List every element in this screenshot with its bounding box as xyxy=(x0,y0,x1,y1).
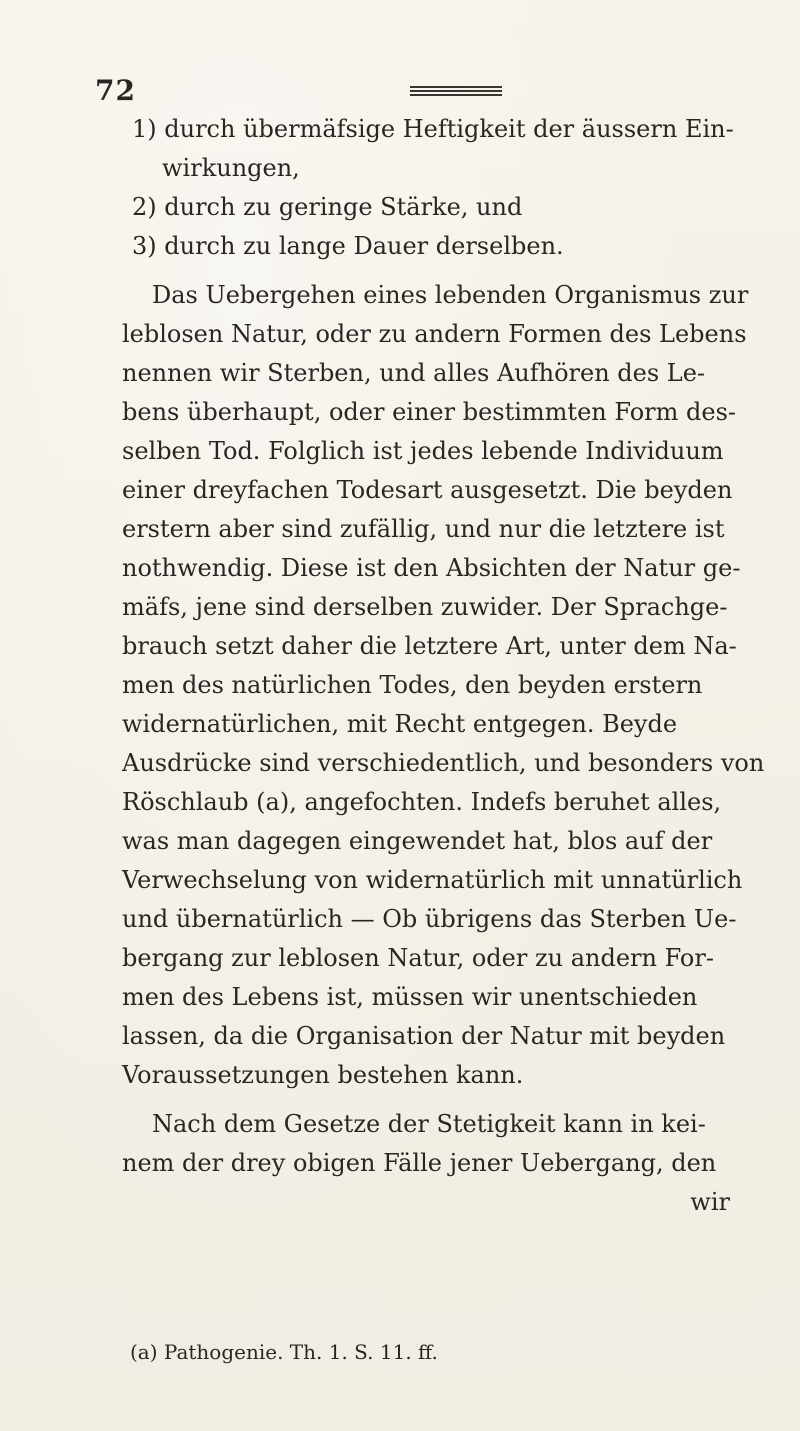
paragraph-line: men des Lebens ist, müssen wir unentschieden xyxy=(122,983,698,1011)
paragraph-line: Voraussetzungen bestehen kann. xyxy=(122,1061,524,1089)
list-item-2: 2) durch zu geringe Stärke, und xyxy=(132,193,523,221)
header-rule xyxy=(410,86,502,96)
catchword: wir xyxy=(690,1188,730,1216)
paragraph-line: brauch setzt daher die letztere Art, unter dem Na- xyxy=(122,632,737,660)
paragraph-line: einer dreyfachen Todesart ausgesetzt. Die beyden xyxy=(122,476,733,504)
paragraph-line: bens überhaupt, oder einer bestimmten Form des- xyxy=(122,398,737,426)
paragraph-line: widernatürlichen, mit Recht entgegen. Beyde xyxy=(122,710,678,738)
paragraph-line: mäfs, jene sind derselben zuwider. Der Sprachge- xyxy=(122,593,728,621)
paragraph-line: selben Tod. Folglich ist jedes lebende Individuum xyxy=(122,437,724,465)
paragraph-2 xyxy=(122,1105,732,1222)
list-item-1-continuation: wirkungen, xyxy=(162,154,300,182)
paragraph-line: erstern aber sind zufällig, und nur die letztere ist xyxy=(122,515,725,543)
list-item-3: 3) durch zu lange Dauer derselben. xyxy=(132,232,564,260)
paragraph-line: Ausdrücke sind verschiedentlich, und besonders von xyxy=(122,749,765,777)
page-number: 72 xyxy=(95,74,136,107)
paragraph-line: Röschlaub (a), angefochten. Indefs beruhet alles, xyxy=(122,788,722,816)
paragraph-line: Das Uebergehen eines lebenden Organismus zur xyxy=(152,281,749,309)
paragraph-line: nennen wir Sterben, und alles Aufhören des Le- xyxy=(122,359,706,387)
paragraph-line: und übernatürlich — Ob übrigens das Sterben Ue- xyxy=(122,905,737,933)
paragraph-line: Verwechselung von widernatürlich mit unnatürlich xyxy=(122,866,743,894)
paragraph-line: nem der drey obigen Fälle jener Uebergang, den xyxy=(122,1149,717,1177)
paragraph-line: lassen, da die Organisation der Natur mit beyden xyxy=(122,1022,726,1050)
footnote: (a) Pathogenie. Th. 1. S. 11. ff. xyxy=(130,1340,438,1364)
paragraph-line: bergang zur leblosen Natur, oder zu andern For- xyxy=(122,944,714,972)
paragraph-1 xyxy=(122,276,765,1095)
paragraph-line: leblosen Natur, oder zu andern Formen des Lebens xyxy=(122,320,747,348)
paragraph-line: Nach dem Gesetze der Stetigkeit kann in kei- xyxy=(152,1110,706,1138)
paragraph-line: men des natürlichen Todes, den beyden erstern xyxy=(122,671,703,699)
body-text xyxy=(122,110,765,1222)
paragraph-line: nothwendig. Diese ist den Absichten der Natur ge- xyxy=(122,554,741,582)
numbered-list xyxy=(122,110,732,266)
list-item-1: 1) durch übermäfsige Heftigkeit der äussern Ein- xyxy=(132,115,734,143)
paragraph-line: was man dagegen eingewendet hat, blos auf der xyxy=(122,827,713,855)
